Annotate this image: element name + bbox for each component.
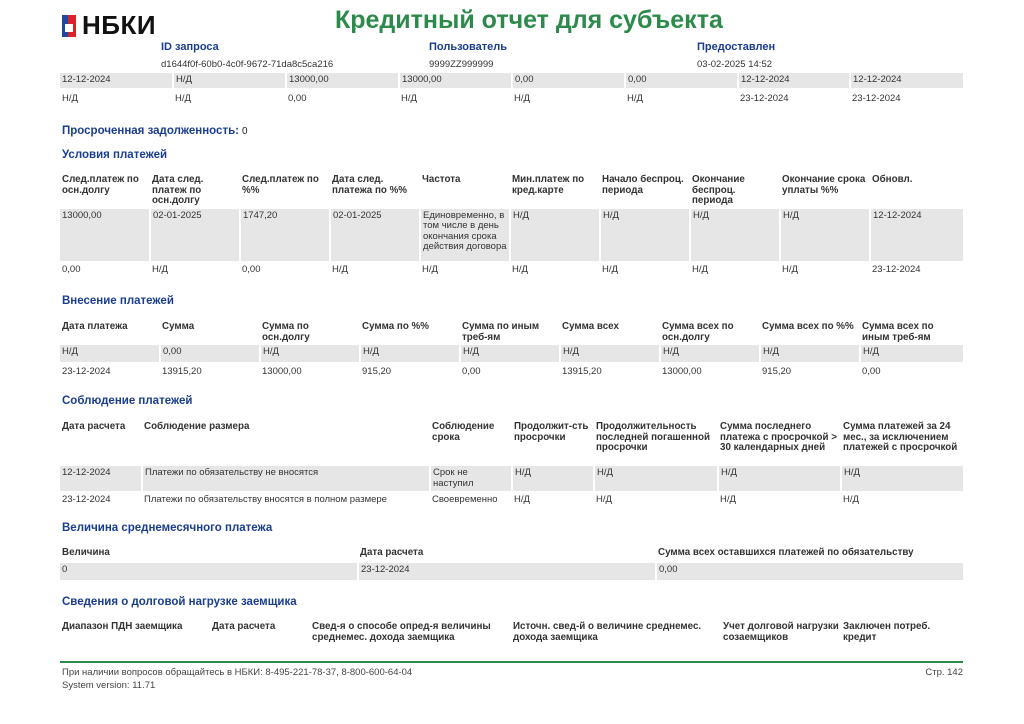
footer-divider (60, 661, 963, 663)
table-cell: Н/Д (401, 92, 417, 104)
table-cell: 23-12-2024 (740, 92, 789, 104)
table-cell: Н/Д (514, 494, 530, 505)
table-cell: 12-12-2024 (60, 466, 142, 491)
section-title-payments-made: Внесение платежей (62, 295, 174, 307)
table-cell: 23-12-2024 (872, 263, 921, 275)
table-cell: 0 (60, 563, 358, 580)
table-cell: 0,00 (656, 563, 963, 580)
table-cell: Н/Д (782, 263, 798, 275)
table-cell: Н/Д (718, 466, 841, 491)
table-cell: Н/Д (841, 466, 963, 491)
table-cell: Н/Д (692, 263, 708, 275)
table-cell: 23-12-2024 (62, 494, 111, 505)
column-header: Окончание срока уплаты %% (782, 174, 866, 196)
table-row (60, 345, 963, 362)
table-cell: Н/Д (512, 466, 594, 491)
column-header: Сумма по осн.долгу (262, 321, 310, 343)
table-cell: Платежи по обязательству вносятся в полном размере (144, 494, 387, 505)
table-cell: 12-12-2024 (870, 209, 963, 261)
table-cell: Н/Д (514, 92, 530, 104)
meta-value: d1644f0f-60b0-4c0f-9672-71da8c5ca216 (161, 59, 334, 70)
column-header: След.платеж по осн.долгу (62, 174, 139, 196)
debt-load-table (60, 620, 963, 645)
table-row (60, 88, 963, 110)
table-cell: Своевременно (432, 494, 498, 505)
column-header: Свед-я о способе опред-я величины среднемес. дохода заемщика (312, 621, 491, 643)
column-header: Сумма всех по осн.долгу (662, 321, 734, 343)
table-header-row (60, 173, 963, 209)
compliance-table (60, 420, 963, 511)
table-cell: Н/Д (690, 209, 780, 261)
avg-payment-table (60, 546, 963, 580)
section-title-debt-load: Сведения о долговой нагрузке заемщика (62, 596, 297, 608)
table-cell: Н/Д (175, 92, 191, 104)
summary-table (60, 73, 963, 110)
page-title: Кредитный отчет для субъекта (335, 6, 723, 34)
section-title-avg-payment: Величина среднемесячного платежа (62, 522, 273, 534)
table-cell: 1747,20 (240, 209, 330, 261)
table-cell: 12-12-2024 (850, 73, 963, 88)
overdue-line (62, 125, 248, 137)
footer-contact: При наличии вопросов обращайтесь в НБКИ: 8-495-221-78-37, 8-800-600-64-04 (62, 667, 413, 678)
meta-value: 03-02-2025 14:52 (697, 59, 773, 70)
table-cell: Н/Д (660, 345, 760, 362)
table-cell: 0,00 (242, 263, 261, 275)
column-header: Величина (62, 547, 110, 558)
column-header: Частота (422, 174, 461, 185)
column-header: Дата расчета (360, 547, 424, 558)
table-row (60, 73, 963, 88)
table-cell: Срок не наступил (430, 466, 512, 491)
column-header: Дата платежа (62, 321, 128, 332)
table-row (60, 209, 963, 261)
table-cell: 13000,00 (662, 366, 702, 377)
table-cell: 23-12-2024 (358, 563, 656, 580)
table-cell: 915,20 (762, 366, 792, 377)
table-cell: 13000,00 (262, 366, 302, 377)
column-header: Источн. свед-й о величине среднемес. дохода заемщика (513, 621, 702, 643)
overdue-label: Просроченная задолженность: (62, 125, 239, 137)
column-header: Продолжит-сть просрочки (514, 421, 589, 443)
table-cell: Н/Д (760, 345, 860, 362)
column-header: Дата след. платежа по %% (332, 174, 407, 196)
table-cell: Н/Д (152, 263, 168, 275)
table-cell: Н/Д (360, 345, 460, 362)
payments-made-table (60, 320, 963, 382)
footer-version: System version: 11.71 (62, 680, 156, 691)
table-cell: 13000,00 (60, 209, 150, 261)
table-cell: Н/Д (843, 494, 859, 505)
logo-mark-icon (62, 15, 76, 37)
table-cell: 13915,20 (162, 366, 202, 377)
payment-terms-table (60, 173, 963, 281)
table-row (60, 563, 963, 580)
column-header: Сумма по %% (362, 321, 429, 332)
column-header: Сумма (162, 321, 195, 332)
overdue-value: 0 (242, 126, 248, 137)
table-cell: 12-12-2024 (60, 73, 173, 88)
column-header: Дата след. платеж по осн.долгу (152, 174, 204, 206)
table-cell: 915,20 (362, 366, 392, 377)
table-cell: Н/Д (422, 263, 438, 275)
table-row (60, 261, 963, 281)
table-cell: Платежи по обязательству не вносятся (142, 466, 430, 491)
meta-label: ID запроса (161, 41, 219, 53)
table-header-row (60, 546, 963, 563)
column-header: Соблюдение срока (432, 421, 495, 443)
table-cell: Н/Д (260, 345, 360, 362)
meta-label: Пользователь (429, 41, 508, 53)
column-header: Дата расчета (62, 421, 126, 432)
table-cell: 13000,00 (286, 73, 399, 88)
meta-request-id (161, 41, 333, 70)
meta-value: 9999ZZ999999 (429, 59, 494, 70)
column-header: Начало беспроц. периода (602, 174, 684, 196)
column-header: Учет долговой нагрузки созаемщиков (723, 621, 839, 643)
column-header: Заключен потреб. кредит (843, 621, 931, 643)
table-cell: 0,00 (160, 345, 260, 362)
meta-label: Предоставлен (697, 41, 776, 53)
table-cell: 0,00 (512, 73, 625, 88)
table-cell: 0,00 (62, 263, 81, 275)
table-cell: 02-01-2025 (330, 209, 420, 261)
table-cell: 0,00 (462, 366, 481, 377)
table-cell: 23-12-2024 (852, 92, 901, 104)
table-cell: Н/Д (600, 209, 690, 261)
table-cell: 13915,20 (562, 366, 602, 377)
column-header: Сумма всех по %% (762, 321, 854, 332)
column-header: Обновл. (872, 174, 913, 185)
table-cell: Н/Д (512, 263, 528, 275)
column-header: Дата расчета (212, 621, 276, 632)
table-cell: Н/Д (720, 494, 736, 505)
nbki-logo (62, 10, 156, 41)
table-cell: 23-12-2024 (62, 366, 111, 377)
section-title-payment-terms: Условия платежей (62, 149, 168, 161)
table-header-row (60, 420, 963, 466)
column-header: Диапазон ПДН заемщика (62, 621, 183, 632)
table-row (60, 466, 963, 491)
table-cell: Н/Д (860, 345, 963, 362)
table-cell: Н/Д (596, 494, 612, 505)
table-cell: Н/Д (60, 345, 160, 362)
table-cell: Единовременно, в том числе в день окончания срока действия договора (420, 209, 510, 261)
table-cell: 13000,00 (399, 73, 512, 88)
meta-provided (697, 41, 775, 70)
table-cell: Н/Д (510, 209, 600, 261)
column-header: Сумма последнего платежа с просрочкой > 30 календарных дней (720, 421, 837, 453)
column-header: Окончание беспроц. периода (692, 174, 745, 206)
table-cell: Н/Д (627, 92, 643, 104)
table-row (60, 362, 963, 382)
column-header: Сумма всех по иным треб-ям (862, 321, 934, 343)
table-cell: 02-01-2025 (150, 209, 240, 261)
column-header: Мин.платеж по кред.карте (512, 174, 585, 196)
column-header: Сумма по иным треб-ям (462, 321, 540, 343)
table-cell: Н/Д (460, 345, 560, 362)
table-row (60, 491, 963, 511)
table-cell: 0,00 (862, 366, 881, 377)
column-header: Сумма всех оставшихся платежей по обязательству (658, 547, 914, 558)
column-header: Соблюдение размера (144, 421, 250, 432)
table-cell: Н/Д (560, 345, 660, 362)
page-number: Стр. 142 (925, 667, 963, 678)
table-cell: 12-12-2024 (738, 73, 850, 88)
table-cell: Н/Д (594, 466, 718, 491)
table-cell: Н/Д (332, 263, 348, 275)
column-header: Сумма всех (562, 321, 619, 332)
column-header: След.платеж по %% (242, 174, 319, 196)
column-header: Продолжительность последней погашенной просрочки (596, 421, 710, 453)
table-cell: Н/Д (780, 209, 870, 261)
table-cell: Н/Д (62, 92, 78, 104)
table-cell: 0,00 (288, 92, 307, 104)
table-cell: 0,00 (625, 73, 738, 88)
table-header-row (60, 620, 963, 645)
logo-text: НБКИ (82, 10, 157, 40)
table-header-row (60, 320, 963, 345)
column-header: Сумма платежей за 24 мес., за исключением платежей с просрочкой (843, 421, 958, 453)
table-cell: Н/Д (173, 73, 286, 88)
table-cell: Н/Д (602, 263, 618, 275)
meta-user (429, 41, 507, 70)
section-title-compliance: Соблюдение платежей (62, 395, 193, 407)
